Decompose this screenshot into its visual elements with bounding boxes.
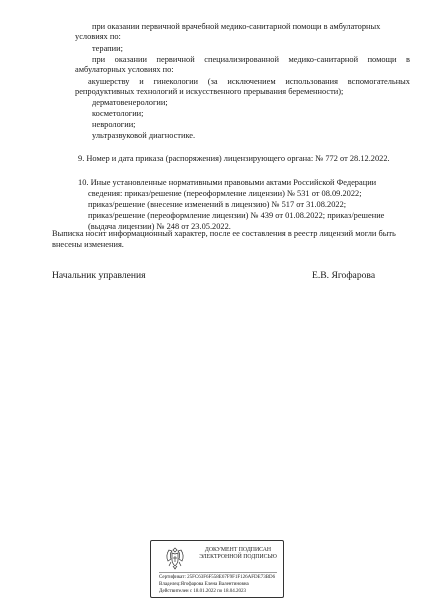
stamp-validity: Действителен с 18.01.2022 по 18.04.2023 (159, 589, 246, 594)
stamp-title-line: ЭЛЕКТРОННОЙ ПОДПИСЬЮ (199, 554, 277, 560)
item-9: 9. Номер и дата приказа (распоряжения) лицензирующего органа: № 772 от 28.12.2022. (78, 154, 390, 163)
note-line-1: Выписка носит информационный характер, после ее составления в реестр лицензий могли быть (52, 229, 396, 238)
text-line: дерматовенерологии; (92, 98, 168, 107)
signer-name: Е.В. Ягофарова (312, 270, 376, 281)
stamp-owner: Владелец:Ягофарова Елена Валентиновна (159, 582, 249, 587)
text-line: акушерству и гинекологии (за исключением использования вспомогательных (88, 77, 410, 86)
e-signature-stamp (150, 540, 284, 598)
text-line: при оказании первичной специализированной медико-санитарной помощи в (92, 55, 410, 64)
item-10-line: приказ/решение (внесение изменений в лицензию) № 517 от 31.08.2022; (88, 200, 347, 209)
note-line-2: внесены изменения. (52, 240, 124, 249)
stamp-title (195, 547, 281, 561)
signer-title: Начальник управления (52, 270, 146, 281)
text-line: ультразвуковой диагностике. (92, 131, 196, 140)
text-line: репродуктивных технологий и искусственного прерывания беременности); (75, 87, 344, 96)
text-line: при оказании первичной врачебной медико-санитарной помощи в амбулаторных (92, 22, 381, 31)
item-10-line: (выдача лицензии) № 248 от 23.05.2022. (88, 222, 231, 231)
stamp-divider (159, 572, 277, 573)
item-10-line: сведения: приказ/решение (переоформление лицензии) № 531 от 08.09.2022; (88, 189, 362, 198)
item-10-line: 10. Иные установленные нормативными правовыми актами Российской Федерации (78, 178, 377, 187)
text-line: условиях по: (75, 32, 121, 41)
text-line: косметологии; (92, 109, 144, 118)
item-10-line: приказ/решение (переоформление лицензии) № 439 от 01.08.2022; приказ/решение (88, 211, 385, 220)
text-line: неврологии; (92, 120, 136, 129)
text-line: терапии; (92, 44, 123, 53)
text-line: амбулаторных условиях по: (75, 65, 174, 74)
stamp-certificate: Сертификат: 25FC63F6F558E67F9F1F126AFDE73BD6 (159, 575, 276, 580)
stamp-title-line: ДОКУМЕНТ ПОДПИСАН (204, 547, 272, 553)
coat-of-arms-icon (161, 544, 189, 572)
